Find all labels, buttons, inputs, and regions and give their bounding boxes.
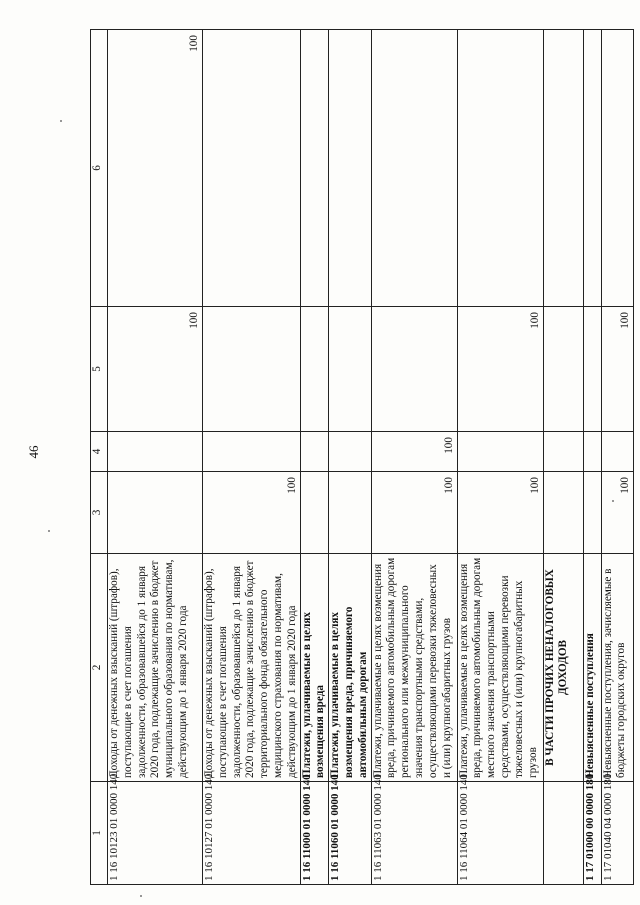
col5-value-cell [583, 307, 601, 432]
rotated-table-container [90, 30, 631, 885]
kbk-code-cell: 1 16 10123 01 0000 140 [108, 782, 203, 885]
table-row [543, 30, 583, 885]
col3-value-cell [108, 472, 203, 554]
income-codes-table [90, 29, 634, 885]
description-cell: Платежи, уплачиваемые в целях возмещения вреда, причиняемого автомобильным дорогам [329, 554, 371, 782]
description-cell: Платежи, уплачиваемые в целях возмещения вреда, причиняемого автомобильным дорогам местного значения транспортными средствами, осуществляющими перевозки тяжеловесных и (или) крупногабаритных грузов [457, 554, 543, 782]
table-row [203, 30, 301, 885]
col3-value-cell [583, 472, 601, 554]
description-cell: Платежи, уплачиваемые в целях возмещения вреда [300, 554, 329, 782]
col3-value-cell: 100 [601, 472, 633, 554]
table-row [583, 30, 601, 885]
col6-value-cell [329, 30, 371, 307]
table-row [108, 30, 203, 885]
col3-value-cell [329, 472, 371, 554]
table-row [371, 30, 457, 885]
col6-value-cell [371, 30, 457, 307]
description-cell: Невыясненные поступления, зачисляемые в бюджеты городских округов [601, 554, 633, 782]
kbk-code-cell [543, 782, 583, 885]
header-row [91, 30, 108, 885]
col5-value-cell [371, 307, 457, 432]
col5-value-cell [203, 307, 301, 432]
header-cell: 1 [91, 782, 108, 885]
col6-value-cell [203, 30, 301, 307]
kbk-code-cell: 1 17 01000 00 0000 180 [583, 782, 601, 885]
col5-value-cell: 100 [108, 307, 203, 432]
description-cell: Платежи, уплачиваемые в целях возмещения вреда, причиняемого автомобильным дорогам регионального или межмуниципального значения транспортными средствами, осуществляющими перевозки тяжеловесных и (или) крупногабаритных грузов [371, 554, 457, 782]
header-cell: 6 [91, 30, 108, 307]
col3-value-cell: 100 [371, 472, 457, 554]
col5-value-cell [300, 307, 329, 432]
col3-value-cell: 100 [457, 472, 543, 554]
description-cell: В ЧАСТИ ПРОЧИХ НЕНАЛОГОВЫХ ДОХОДОВ [543, 554, 583, 782]
col6-value-cell [543, 30, 583, 307]
scan-speck [612, 500, 614, 502]
col4-value-cell [457, 432, 543, 472]
kbk-code-cell: 1 16 11000 01 0000 140 [300, 782, 329, 885]
kbk-code-cell: 1 16 11060 01 0000 140 [329, 782, 371, 885]
scan-speck [140, 895, 142, 897]
col3-value-cell: 100 [203, 472, 301, 554]
table-row [300, 30, 329, 885]
scan-speck [60, 120, 62, 122]
kbk-code-cell: 1 17 01040 04 0000 180 [601, 782, 633, 885]
kbk-code-cell: 1 16 11064 01 0000 140 [457, 782, 543, 885]
table-row [457, 30, 543, 885]
col4-value-cell [203, 432, 301, 472]
col5-value-cell: 100 [457, 307, 543, 432]
description-cell: Невыясненные поступления [583, 554, 601, 782]
col4-value-cell [601, 432, 633, 472]
col4-value-cell [108, 432, 203, 472]
col6-value-cell [300, 30, 329, 307]
col6-value-cell [601, 30, 633, 307]
description-cell: Доходы от денежных взысканий (штрафов), поступающие в счет погашения задолженности, образовавшейся до 1 января 2020 года, подлежащие зачислению в бюджет территориального фонда обязательного медицинского страхования по нормативам, действующим до 1 января 2020 года [203, 554, 301, 782]
table-row [601, 30, 633, 885]
kbk-code-cell: 1 16 11063 01 0000 140 [371, 782, 457, 885]
table-row [329, 30, 371, 885]
col5-value-cell [543, 307, 583, 432]
scan-speck [48, 530, 50, 532]
col5-value-cell [329, 307, 371, 432]
col6-value-cell [583, 30, 601, 307]
col5-value-cell: 100 [601, 307, 633, 432]
col6-value-cell [457, 30, 543, 307]
col4-value-cell [329, 432, 371, 472]
description-cell: Доходы от денежных взысканий (штрафов), поступающие в счет погашения задолженности, образовавшейся до 1 января 2020 года, подлежащие зачислению в бюджет муниципального образования по нормативам, действующим до 1 января 2020 года [108, 554, 203, 782]
kbk-code-cell: 1 16 10127 01 0000 140 [203, 782, 301, 885]
col4-value-cell [583, 432, 601, 472]
header-cell: 3 [91, 472, 108, 554]
col4-value-cell [300, 432, 329, 472]
col3-value-cell [300, 472, 329, 554]
col3-value-cell [543, 472, 583, 554]
header-cell: 5 [91, 307, 108, 432]
col6-value-cell: 100 [108, 30, 203, 307]
page-number: 46 [26, 445, 41, 459]
col4-value-cell: 100 [371, 432, 457, 472]
col4-value-cell [543, 432, 583, 472]
header-cell: 4 [91, 432, 108, 472]
header-cell: 2 [91, 554, 108, 782]
